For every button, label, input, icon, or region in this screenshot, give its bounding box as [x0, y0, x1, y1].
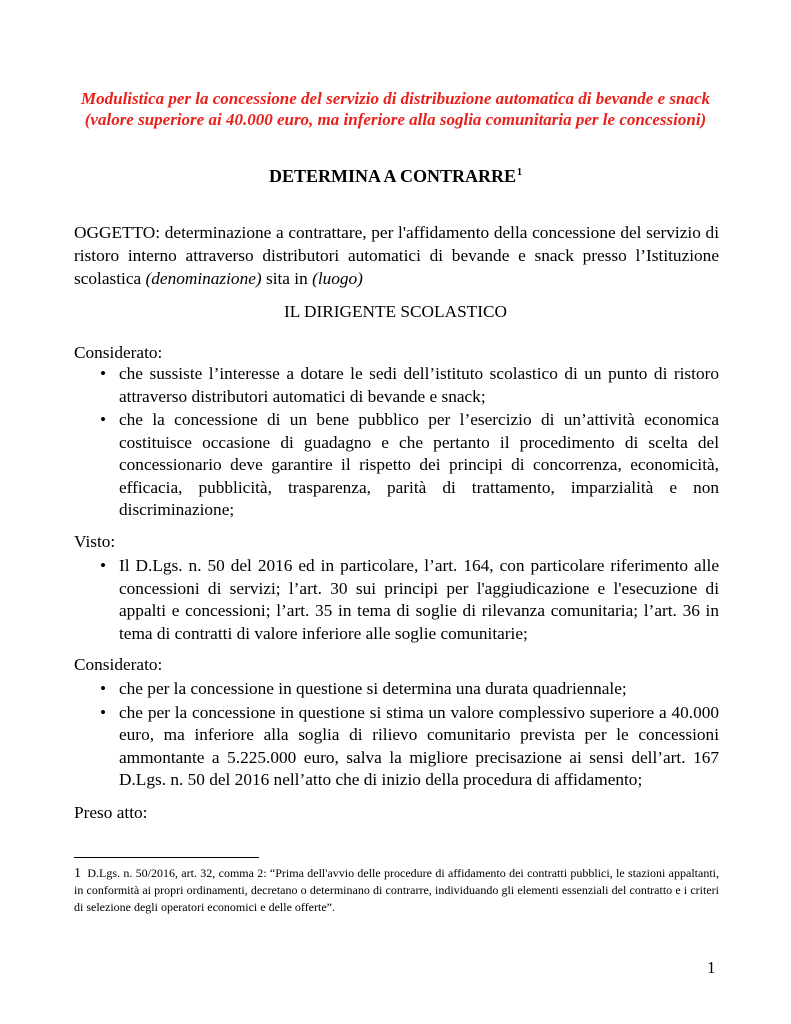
form-subtitle — [60, 88, 731, 130]
list-item — [74, 555, 719, 645]
oggetto-mid: sita in — [261, 269, 313, 288]
document-title — [0, 166, 791, 187]
bullet-icon: • — [100, 364, 107, 383]
dirigente-heading: IL DIRIGENTE SCOLASTICO — [283, 302, 508, 321]
oggetto-paragraph — [74, 221, 719, 290]
footnote-number: 1 — [74, 866, 81, 881]
oggetto-lead: OGGETTO: determinazione a contrattare, per l'affidamento della concessione del servizio di ristoro interno attraverso distributori automatici di bevande e snack presso l’Istituzione scolastica — [74, 223, 719, 288]
bullet-icon: • — [100, 702, 107, 722]
list-item-text: che per la concessione in questione si stima un valore complessivo superiore a 40.000 euro, ma inferiore alla soglia di rilievo comunitario prevista per le concessioni ammontante a 5.225.000 euro, salva la migliore precisazione ai sensi dell’art. 167 D.Lgs. n. 50 del 2016 nell’atto che di inizio della procedura di affidamento; — [119, 702, 719, 789]
oggetto-denominazione-placeholder: (denominazione) — [145, 269, 262, 288]
page-number: 1 — [707, 958, 716, 977]
document-title-text: DETERMINA A CONTRARRE — [268, 166, 517, 186]
section-label-considerato-2: Considerato: — [74, 655, 163, 674]
section-label-considerato-1: Considerato: — [74, 343, 163, 362]
section-label-visto: Visto: — [74, 532, 116, 551]
footnote-text: D.Lgs. n. 50/2016, art. 32, comma 2: “Prima dell'avvio delle procedure di affidamento dei contratti pubblici, le stazioni appaltanti, in conformità ai propri ordinamenti, decretano o determinano di contrarre, individuando gli elementi essenziali del contratto e i criteri di selezione degli operatori economici e delle offerte”. — [74, 866, 719, 914]
list-item — [74, 702, 719, 792]
bullet-icon: • — [100, 556, 107, 575]
list-item-text: che per la concessione in questione si determina una durata quadriennale; — [119, 679, 627, 698]
bullet-icon: • — [100, 679, 107, 698]
list-item — [74, 409, 719, 522]
footnote-separator — [74, 857, 259, 858]
form-subtitle-line-1: Modulistica per la concessione del servizio di distribuzione automatica di bevande e snack — [81, 89, 710, 108]
footnote — [74, 865, 719, 916]
list-item — [74, 678, 719, 701]
considerato-1-list — [74, 363, 719, 522]
list-item-text: che sussiste l’interesse a dotare le sedi dell’istituto scolastico di un punto di ristoro attraverso distributori automatici di bevande e snack; — [119, 364, 719, 406]
list-item-text: Il D.Lgs. n. 50 del 2016 ed in particolare, l’art. 164, con particolare riferimento alle concessioni di servizi; l’art. 30 sui principi per l'aggiudicazione e l'esecuzione di appalti e concessioni; l’art. 35 in tema di soglie di rilevanza comunitaria; l’art. 36 in tema di contratti di valore inferiore alle soglie comunitarie; — [119, 556, 719, 643]
list-item-text: che la concessione di un bene pubblico per l’esercizio di un’attività economica costituisce occasione di guadagno e che pertanto il procedimento di scelta del concessionario deve garantire il rispetto dei principi di concorrenza, economicità, efficacia, pubblicità, trasparenza, parità di trattamento, imparzialità e non discriminazione; — [119, 410, 719, 519]
footnote-reference: 1 — [517, 167, 523, 178]
considerato-2-list — [74, 678, 719, 792]
list-item — [74, 363, 719, 408]
form-subtitle-line-2: (valore superiore ai 40.000 euro, ma inferiore alla soglia comunitaria per le concessioni) — [84, 110, 707, 129]
oggetto-luogo-placeholder: (luogo) — [312, 269, 363, 288]
visto-list — [74, 555, 719, 645]
section-label-preso-atto: Preso atto: — [74, 803, 148, 822]
bullet-icon: • — [100, 410, 107, 429]
